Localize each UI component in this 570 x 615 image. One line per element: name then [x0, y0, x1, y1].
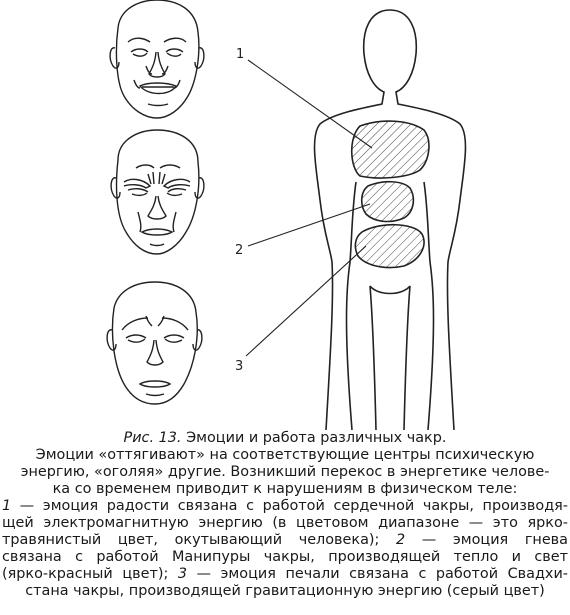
caption-line [0, 447, 570, 464]
caption-text: травянистый цвет, окутывающий человека); [2, 532, 397, 548]
face-joy [110, 0, 204, 118]
face-sadness [107, 282, 202, 404]
caption-text: — эмоция радости связана с работой сердечной чакры, производя- [11, 498, 568, 514]
caption-text: щей электромагнитную энергию (в цветовом диапазоне — это ярко- [2, 515, 568, 531]
caption-body [0, 447, 570, 600]
chakra-zone-manipura [362, 182, 414, 222]
caption-text: (ярко-красный цвет); [2, 566, 178, 582]
caption-line [0, 566, 570, 583]
caption-text: Эмоции «оттягивают» на соответствующие центры психическую [35, 447, 535, 463]
caption-item-number: 2 [396, 532, 406, 548]
caption-text: энергию, «оголяя» другие. Возникший перекос в энергетике челове- [20, 464, 550, 480]
figure-caption [0, 430, 570, 600]
caption-line [0, 464, 570, 481]
caption-line [0, 481, 570, 498]
chakra-zone-heart [352, 121, 429, 178]
caption-text: ка со временем приводит к нарушениям в физическом теле: [52, 481, 518, 497]
caption-title [0, 430, 570, 447]
caption-line [0, 583, 570, 600]
caption-text: — эмоция печали связана с работой Свадхи- [187, 566, 568, 582]
caption-line [0, 498, 570, 515]
callout-1: 1 [236, 47, 245, 62]
callout-2: 2 [235, 243, 244, 258]
caption-line [0, 532, 570, 549]
face-anger [111, 130, 204, 254]
caption-item-number: 3 [177, 566, 188, 582]
caption-text: связана с работой Манипуры чакры, производящей тепло и свет [2, 549, 568, 565]
caption-item-number: 1 [2, 498, 12, 514]
figure-label: Рис. 13. [123, 430, 182, 446]
callout-3: 3 [235, 359, 244, 374]
caption-text: стана чакры, производящей гравитационную энергию (серый цвет) [25, 583, 545, 599]
caption-text: — эмоция гнева [405, 532, 568, 548]
caption-line [0, 515, 570, 532]
figure-title: Эмоции и работа различных чакр. [181, 430, 447, 446]
caption-line [0, 549, 570, 566]
